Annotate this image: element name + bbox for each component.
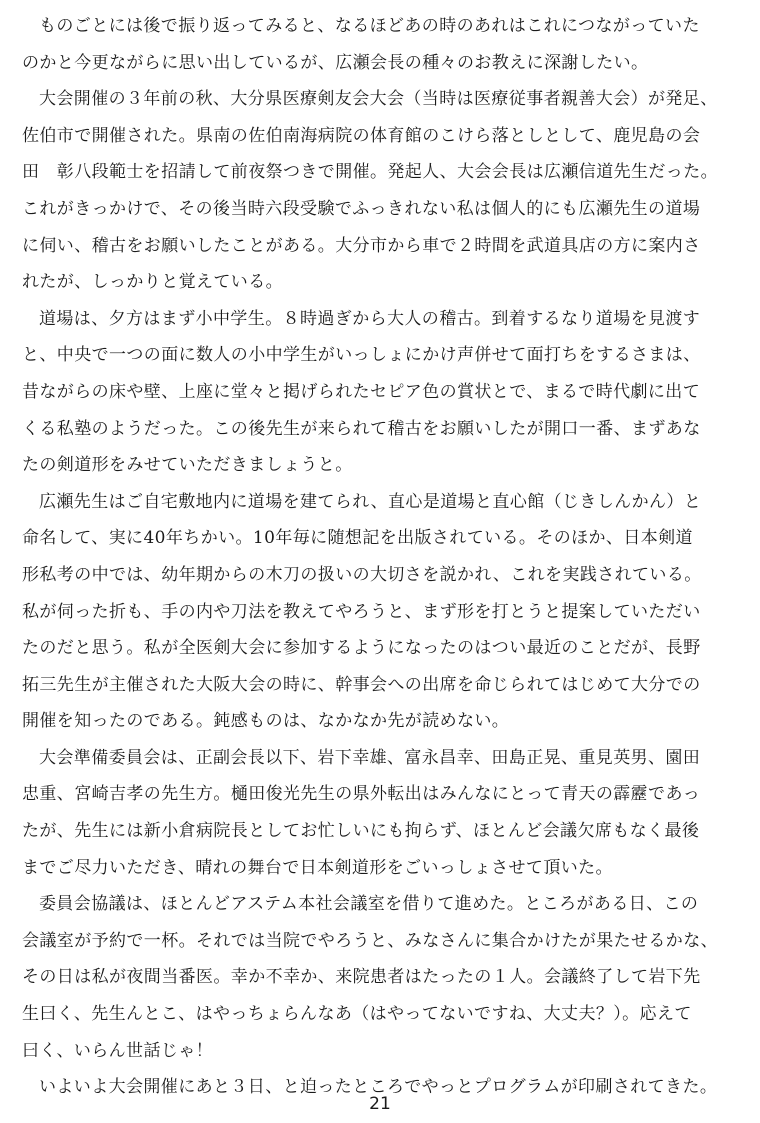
text-line: までご尽力いただき、晴れの舞台で日本剣道形をごいっしょさせて頂いた。 [22,857,613,878]
text-line: と、中央で一つの面に数人の小中学生がいっしょにかけ声併せて面打ちをするさまは、 [22,345,701,366]
text-line: 佐伯市で開催された。県南の佐伯南海病院の体育館のこけら落としとして、鹿児島の会 [22,125,701,146]
text-line: に伺い、稽古をお願いしたことがある。大分市から車で２時間を武道具店の方に案内さ [22,235,701,256]
text-line: 開催を知ったのである。鈍感ものは、なかなか先が読めない。 [22,711,510,732]
text-line: 私が伺った折も、手の内や刀法を教えてやろうと、まず形を打とうと提案していただい [22,601,701,622]
text-line: たのだと思う。私が全医剣大会に参加するようになったのはつい最近のことだが、長野 [22,638,701,659]
text-line: 道場は、夕方はまず小中学生。８時過ぎから大人の稽古。到着するなり道場を見渡す [39,308,701,329]
text-line: その日は私が夜間当番医。幸か不幸か、来院患者はたったの１人。会議終了して岩下先 [22,967,701,988]
text-line: くる私塾のようだった。この後先生が来られて稽古をお願いしたが開口一番、まずあな [22,418,701,439]
text-line: ものごとには後で振り返ってみると、なるほどあの時のあれはこれにつながっていた [39,16,700,36]
text-line: 形私考の中では、幼年期からの木刀の扱いの大切さを説かれ、これを実践されている。 [22,564,702,585]
text-line: 命名して、実に40年ちかい。10年毎に随想記を出版されている。そのほか、日本剣道 [22,528,693,549]
text-line: 拓三先生が主催された大阪大会の時に、幹事会への出席を命じられてはじめて大分での [22,674,701,695]
text-line: 忠重、宮崎吉孝の先生方。樋田俊光先生の県外転出はみんなにとって青天の霹靂であっ [22,784,701,805]
text-line: 曰く、いらん世話じゃ！ [22,1040,214,1061]
text-line: 田 彰八段範士を招請して前夜祭つきで開催。発起人、大会会長は広瀬信道先生だった。 [22,162,718,183]
text-line: たの剣道形をみせていただきましょうと。 [22,455,353,476]
text-line: 委員会協議は、ほとんどアステム本社会議室を借りて進めた。ところがある日、この [39,894,699,915]
text-line: れたが、しっかりと覚えている。 [22,272,283,293]
document-body [22,8,740,1106]
text-line: 広瀬先生はご自宅敷地内に道場を建てられ、直心是道場と直心館（じきしんかん）と [39,491,702,512]
text-line: 生曰く、先生んとこ、はやっちょらんなあ（はやってないですね、大丈夫？）。応えて [22,1004,692,1025]
text-line: これがきっかけで、その後当時六段受験でふっきれない私は個人的にも広瀬先生の道場 [22,198,701,219]
page-number: 21 [369,1094,391,1114]
text-line: 会議室が予約で一杯。それでは当院でやろうと、みなさんに集合かけたが果たせるかな、 [22,930,718,951]
text-line: 昔ながらの床や壁、上座に堂々と掲げられたセピア色の賞状とで、まるで時代劇に出て [22,381,701,402]
text-line: 大会準備委員会は、正副会長以下、岩下幸雄、富永昌幸、田島正晃、重見英男、園田 [39,747,701,768]
text-line: たが、先生には新小倉病院長としてお忙しいにも拘らず、ほとんど会議欠席もなく最後 [22,821,700,842]
text-line: いよいよ大会開催にあと３日、と迫ったところでやっとプログラムが印刷されてきた。 [39,1077,718,1098]
text-line: 大会開催の３年前の秋、大分県医療剣友会大会（当時は医療従事者親善大会）が発足、 [39,89,718,110]
text-line: のかと今更ながらに思い出しているが、広瀬会長の種々のお教えに深謝したい。 [22,52,649,73]
